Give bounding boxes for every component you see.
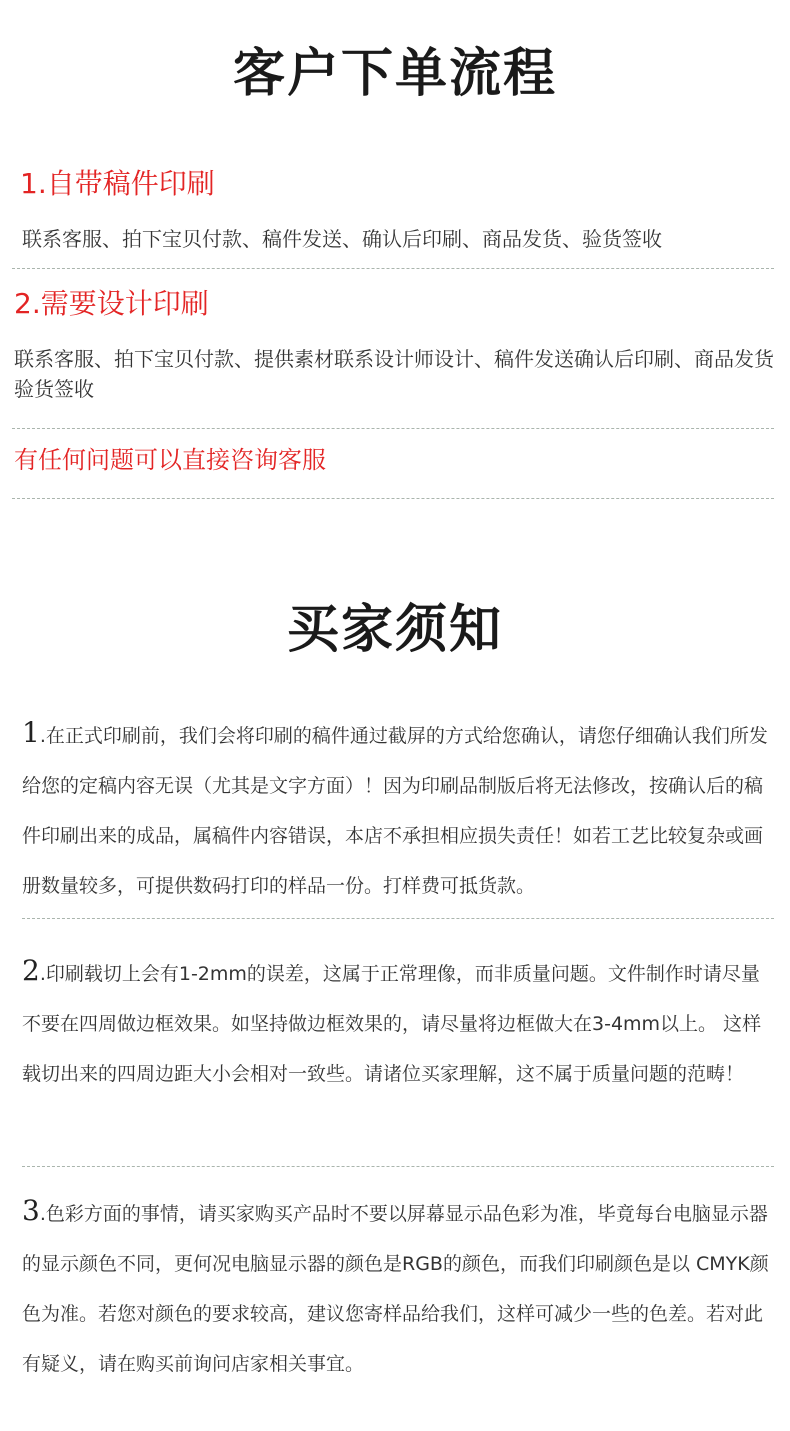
- notice-item-number: 2: [22, 954, 40, 987]
- process-title: 客户下单流程: [232, 43, 557, 104]
- step-1-text: 联系客服、拍下宝贝付款、稿件发送、确认后印刷、商品发货、验货签收: [22, 227, 662, 251]
- notice-item-number: 3: [22, 1194, 40, 1227]
- divider: [22, 918, 774, 919]
- notice-title: 买家须知: [286, 599, 503, 660]
- notice-item-text: .在正式印刷前，我们会将印刷的稿件通过截屏的方式给您确认，请您仔细确认我们所发给您的定稿内容无误（尤其是文字方面）！因为印刷品制版后将无法修改，按确认后的稿件印刷出来的成品，属稿件内容错误，本店不承担相应损失责任！如若工艺比较复杂或画册数量较多，可提供数码打印的样品一份。打样费可抵货款。: [22, 725, 768, 897]
- contact-note: 有任何问题可以直接咨询客服: [14, 446, 326, 474]
- divider: [12, 428, 774, 429]
- notice-item-text: .印刷载切上会有1-2mm的误差，这属于正常理像，而非质量问题。文件制作时请尽量不要在四周做边框效果。如坚持做边框效果的，请尽量将边框做大在3-4mm以上。 这样载切出来的四周边距大小会相对一致些。请诸位买家理解，这不属于质量问题的范畴！: [22, 963, 762, 1085]
- step-2-text-line2: 验货签收: [14, 377, 94, 401]
- step-2-heading: 2.需要设计印刷: [14, 287, 209, 320]
- step-2-text-line1: 联系客服、拍下宝贝付款、提供素材联系设计师设计、稿件发送确认后印刷、商品发货: [14, 347, 774, 371]
- notice-item-2: [22, 946, 770, 1099]
- notice-item-3: [22, 1186, 770, 1389]
- step-1-heading: 1.自带稿件印刷: [20, 167, 215, 200]
- divider: [12, 498, 774, 499]
- notice-item-number: 1: [22, 716, 40, 749]
- notice-item-text: .色彩方面的事情，请买家购买产品时不要以屏幕显示品色彩为准，毕竟每台电脑显示器的显示颜色不同，更何况电脑显示器的颜色是RGB的颜色，而我们印刷颜色是以 CMYK颜色为准。若您对颜色的要求较高，建议您寄样品给我们，这样可减少一些的色差。若对此有疑义，请在购买前询问店家相关事宜。: [22, 1203, 769, 1375]
- divider: [22, 1166, 774, 1167]
- divider: [12, 268, 774, 269]
- notice-item-1: [22, 708, 770, 911]
